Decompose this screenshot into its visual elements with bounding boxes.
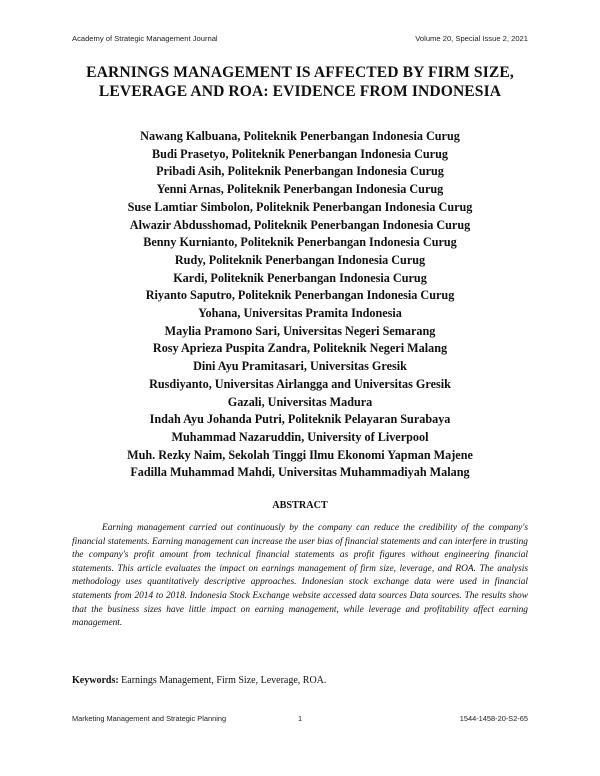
author-line: Yohana, Universitas Pramita Indonesia — [198, 306, 402, 321]
author-line: Rusdiyanto, Universitas Airlangga and Universitas Gresik — [149, 376, 451, 391]
author-line: Yenni Arnas, Politeknik Penerbangan Indonesia Curug — [156, 182, 444, 197]
author-line: Nawang Kalbuana, Politeknik Penerbangan Indonesia Curug — [140, 129, 460, 143]
author-line: Pribadi Asih, Politeknik Penerbangan Indonesia Curug — [156, 164, 444, 179]
page-number: 1 — [298, 714, 303, 723]
keywords-text: Earnings Management, Firm Size, Leverage, ROA. — [121, 675, 327, 686]
author-line: Rosy Aprieza Puspita Zandra, Politeknik Negeri Malang — [152, 341, 448, 356]
author-line: Suse Lamtiar Simbolon, Politeknik Penerbangan Indonesia Curug — [127, 199, 473, 214]
author-line: Maylia Pramono Sari, Universitas Negeri Semarang — [164, 323, 436, 338]
author-line: Dini Ayu Pramitasari, Universitas Gresik — [193, 359, 407, 374]
author-line: Indah Ayu Johanda Putri, Politeknik Pelayaran Surabaya — [149, 412, 451, 427]
paper-title: EARNINGS MANAGEMENT IS AFFECTED BY FIRM SIZE, LEVERAGE AND ROA: EVIDENCE FROM INDONESIA — [86, 64, 514, 100]
author-line: Riyanto Saputro, Politeknik Penerbangan Indonesia Curug — [145, 288, 455, 303]
article-id: 1544-1458-20-S2-65 — [459, 714, 528, 723]
volume-info: Volume 20, Special Issue 2, 2021 — [415, 34, 528, 43]
author-line: Fadilla Muhammad Mahdi, Universitas Muhammadiyah Malang — [130, 465, 470, 480]
author-list — [40, 128, 560, 482]
author-line: Benny Kurnianto, Politeknik Penerbangan Indonesia Curug — [143, 235, 457, 250]
author-line: Rudy, Politeknik Penerbangan Indonesia Curug — [174, 252, 426, 267]
author-line: Muhammad Nazaruddin, University of Liverpool — [171, 429, 429, 444]
footer-journal: Marketing Management and Strategic Planning — [72, 714, 227, 723]
running-header — [72, 34, 528, 46]
abstract-heading: ABSTRACT — [272, 500, 328, 511]
author-line: Kardi, Politeknik Penerbangan Indonesia Curug — [173, 270, 427, 285]
author-line: Gazali, Universitas Madura — [227, 394, 373, 409]
keywords — [72, 675, 528, 686]
abstract-text: Earning management carried out continuously by the company can reduce the credibility of the company's financial statements. Earning management can increase the user bias of financial statements and can interfere in trusting the company's profit amount from technical financial statements as profit figures without engineering financial statements. This article evaluates the impact on earnings management of firm size, leverage, and ROA. The analysis methodology uses quantitatively descriptive approaches. Indonesian stock exchange data were used in financial statements from 2014 to 2018. Indonesia Stock Exchange website accessed data sources Data sources. The results show that the business sizes have little impact on earning management, while leverage and profitability affect earning management. — [72, 523, 528, 629]
author-line: Muh. Rezky Naim, Sekolah Tinggi Ilmu Ekonomi Yapman Majene — [127, 447, 473, 462]
author-line: Alwazir Abdusshomad, Politeknik Penerbangan Indonesia Curug — [129, 217, 471, 232]
running-footer — [72, 714, 528, 726]
journal-name: Academy of Strategic Management Journal — [72, 34, 218, 43]
keywords-label: Keywords: — [72, 675, 119, 686]
author-line: Budi Prasetyo, Politeknik Penerbangan Indonesia Curug — [152, 146, 448, 161]
